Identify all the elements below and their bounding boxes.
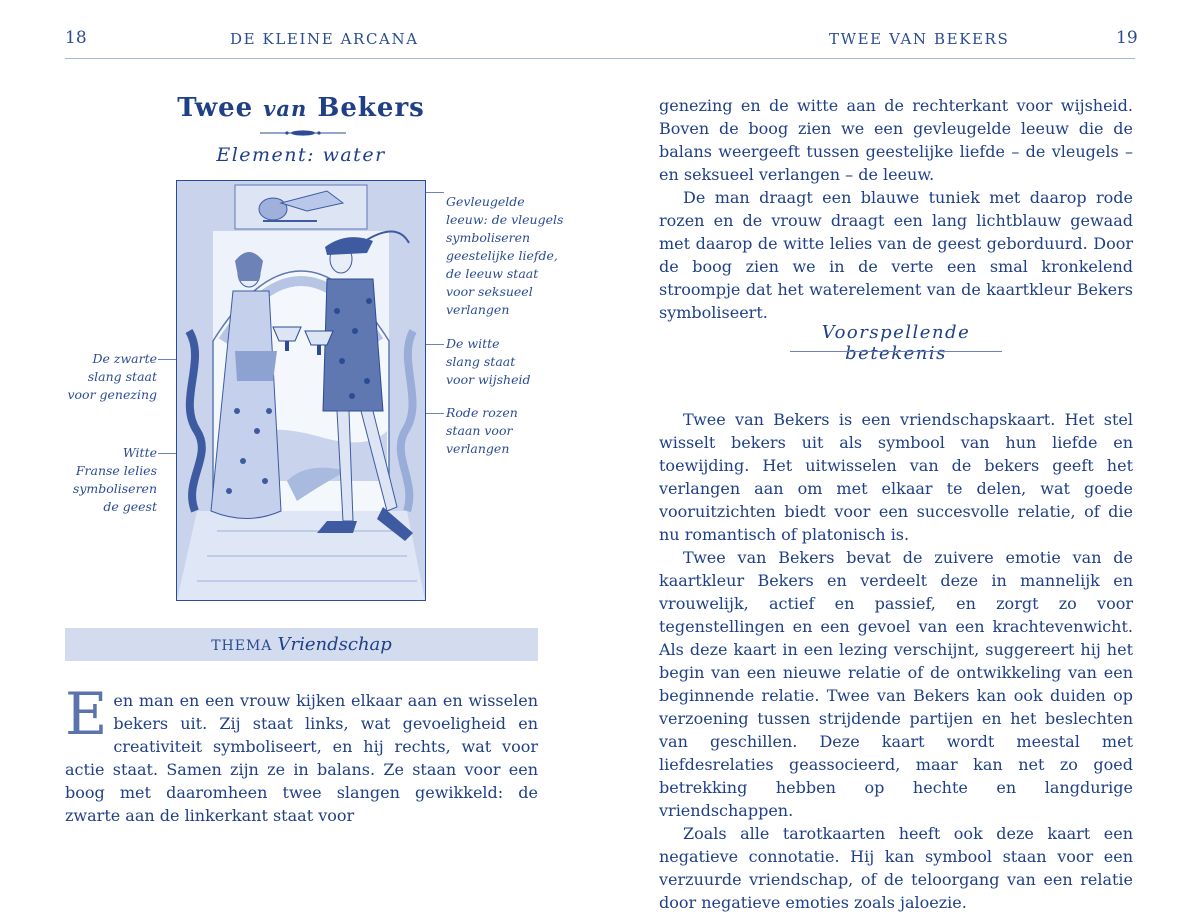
theme-value: Vriendschap [277, 634, 392, 655]
theme-band [65, 628, 538, 661]
element-subtitle: Element: water [216, 144, 386, 166]
annotation-white-snake: De witte slang staat voor wijsheid [446, 336, 531, 387]
paragraph-1: genezing en de witte aan de rechterkant voor wijsheid. Boven de boog zien we een gevleugelde leeuw die de balans weergeeft tussen geestelijke liefde – de vleugels – en seksueel verlangen – de leeuw. [659, 96, 1133, 184]
leader-line-black-snake [158, 359, 176, 360]
paragraph-4: Twee van Bekers bevat de zuivere emotie van de kaartkleur Bekers en verdeelt deze in mannelijk en vrouwelijk, actief en passief, en zorgt zo voor tegenstellingen en een gevoel van een krachtevenwicht. Als deze kaart in een lezing verschijnt, suggereert hij het begin van een nieuwe relatie of de ontwikkeling van een beginnende relatie. Twee van Bekers kan ook duiden op verzoening tussen strijdende partijen en het beslechten van geschillen. Deze kaart wordt meestal met liefdesrelaties geassocieerd, maar kan net zo goed betrekking hebben op hechte en langdurige vriendschappen. [659, 548, 1133, 820]
right-body-text [659, 94, 1133, 914]
card-title [176, 93, 426, 123]
section-subheading: Voorspellende betekenis [821, 322, 971, 364]
right-running-title: TWEE VAN BEKERS [829, 30, 1010, 48]
card-title-part3: Bekers [317, 93, 425, 123]
title-ornament [260, 129, 346, 137]
card-title-part2: van [263, 96, 308, 121]
annotation-winged-lion: Gevleugelde leeuw: de vleugels symboliseren geestelijke liefde, de leeuw staat voor seksueel verlangen [446, 194, 564, 317]
leader-line-winged-lion [426, 192, 444, 193]
card-title-part1: Twee [177, 93, 254, 123]
right-page-number: 19 [1116, 28, 1138, 48]
annotation-black-snake: De zwarte slang staat voor genezing [67, 351, 157, 402]
drop-cap: E [65, 680, 108, 748]
left-running-title: DE KLEINE ARCANA [230, 30, 419, 48]
left-body-paragraph: en man en een vrouw kijken elkaar aan en wisselen bekers uit. Zij staat links, wat gevoeligheid en creativiteit symboliseert, en hij rechts, wat voor actie staat. Samen zijn ze in balans. Ze staan voor een boog met daaromheen twee slangen gewikkeld: de zwarte aan de linkerkant staat voor [65, 691, 538, 825]
left-page-number: 18 [65, 28, 87, 48]
header-rule [65, 58, 1135, 59]
leader-line-red-roses [426, 413, 444, 414]
leader-line-white-snake [426, 344, 444, 345]
paragraph-3: Twee van Bekers is een vriendschapskaart. Het stel wisselt bekers uit als symbool van hun liefde en toewijding. Het uitwisselen van de bekers geeft het verlangen aan om met elkaar te delen, wat goede vooruitzichten biedt voor een succesvolle relatie, of die nu romantisch of platonisch is. [659, 410, 1133, 544]
tarot-card-illustration [176, 180, 426, 601]
annotation-white-lilies: Witte Franse lelies symboliseren de geest [72, 445, 157, 514]
theme-label: THEMA [211, 638, 273, 654]
card-drawing [177, 181, 425, 600]
annotation-red-roses: Rode rozen staan voor verlangen [446, 405, 518, 456]
paragraph-2: De man draagt een blauwe tuniek met daarop rode rozen en de vrouw draagt een lang lichtblauw gewaad met daarop de witte lelies van de geest geborduurd. Door de boog zien we in de verte een smal kronkelend stroompje dat het waterelement van de kaartkleur Bekers symboliseert. [659, 188, 1133, 322]
subheading-rule [790, 351, 1002, 352]
paragraph-5: Zoals alle tarotkaarten heeft ook deze kaart een negatieve connotatie. Hij kan symbool staan voor een verzuurde vriendschap, of de teloorgang van een relatie door negatieve emoties zoals jaloezie. [659, 824, 1133, 912]
left-body-text [65, 680, 538, 827]
leader-line-white-lilies [158, 453, 176, 454]
